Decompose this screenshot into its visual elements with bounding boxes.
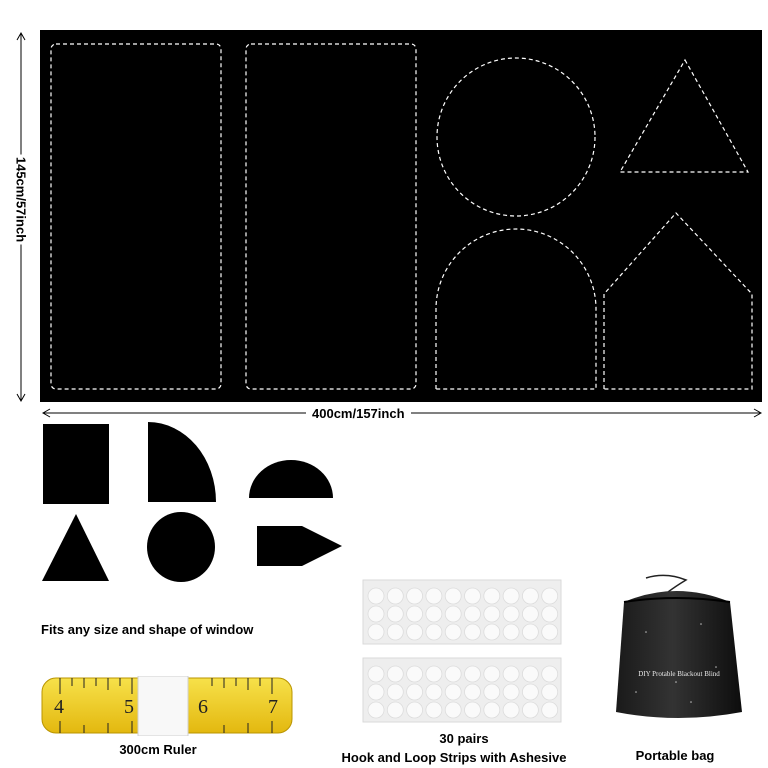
strips-caption-line1: 30 pairs [439,731,489,746]
adhesive-dot [407,702,423,718]
adhesive-dot [387,684,403,700]
adhesive-dot [407,684,423,700]
measuring-tape [40,676,295,736]
adhesive-dot [542,606,558,622]
width-label: 400cm/157inch [306,406,411,421]
adhesive-dot [542,684,558,700]
adhesive-dot [368,606,384,622]
adhesive-dot [407,588,423,604]
shape-samples [40,418,350,588]
adhesive-dot [368,666,384,682]
adhesive-dot [407,666,423,682]
adhesive-dot [503,606,519,622]
adhesive-dot [465,588,481,604]
shape-semicircle [249,460,333,498]
adhesive-dot [465,624,481,640]
adhesive-dot [503,588,519,604]
hook-loop-strips [362,576,564,724]
adhesive-dot [465,702,481,718]
portable-bag [606,572,752,724]
adhesive-dot [484,606,500,622]
adhesive-dot [503,666,519,682]
adhesive-dot [387,588,403,604]
shape-rectangle [43,424,109,504]
adhesive-dot [465,606,481,622]
adhesive-dot [387,606,403,622]
strips-caption-line2: Hook and Loop Strips with Ashesive [341,750,567,765]
adhesive-dot [445,606,461,622]
adhesive-dot [484,666,500,682]
ruler-caption: 300cm Ruler [119,742,197,757]
adhesive-dot [445,684,461,700]
adhesive-dot [484,684,500,700]
adhesive-dot [542,666,558,682]
adhesive-dot [368,624,384,640]
adhesive-dot [522,606,538,622]
adhesive-dot [522,684,538,700]
adhesive-dot [426,624,442,640]
adhesive-dot [522,702,538,718]
adhesive-dot [542,624,558,640]
adhesive-dot [465,684,481,700]
shape-triangle [42,514,109,581]
adhesive-dot [426,606,442,622]
shape-circle [147,512,215,582]
adhesive-dot [503,684,519,700]
adhesive-dot [426,588,442,604]
adhesive-dot [407,606,423,622]
adhesive-dot [368,684,384,700]
fits-caption: Fits any size and shape of window [41,622,254,637]
adhesive-dot [484,624,500,640]
adhesive-dot [387,666,403,682]
adhesive-dot [387,624,403,640]
adhesive-dot [465,666,481,682]
adhesive-dot [503,702,519,718]
adhesive-dot [445,624,461,640]
ruler-tick-6: 6 [198,696,208,718]
bag-label: DIY Protable Blackout Blind [638,670,720,678]
adhesive-dot [426,684,442,700]
height-label: 145cm/57inch [12,155,31,245]
adhesive-dot [522,588,538,604]
adhesive-dot [542,702,558,718]
shape-quarter-circle [148,422,216,502]
adhesive-dot [426,702,442,718]
adhesive-dot [445,666,461,682]
blackout-fabric-panel [40,30,762,402]
ruler-tick-5: 5 [124,696,134,718]
adhesive-dot [445,588,461,604]
adhesive-dot [484,702,500,718]
ruler-tick-4: 4 [54,696,64,718]
adhesive-dot [407,624,423,640]
adhesive-dot [368,588,384,604]
adhesive-dot [368,702,384,718]
adhesive-dot [542,588,558,604]
ruler-band [138,676,188,736]
adhesive-dot [522,666,538,682]
bag-caption: Portable bag [635,748,715,763]
adhesive-dot [522,624,538,640]
shape-pentagon-arrow [257,526,342,566]
adhesive-dot [387,702,403,718]
adhesive-dot [503,624,519,640]
ruler-tick-7: 7 [268,696,278,718]
adhesive-dot [426,666,442,682]
adhesive-dot [484,588,500,604]
adhesive-dot [445,702,461,718]
